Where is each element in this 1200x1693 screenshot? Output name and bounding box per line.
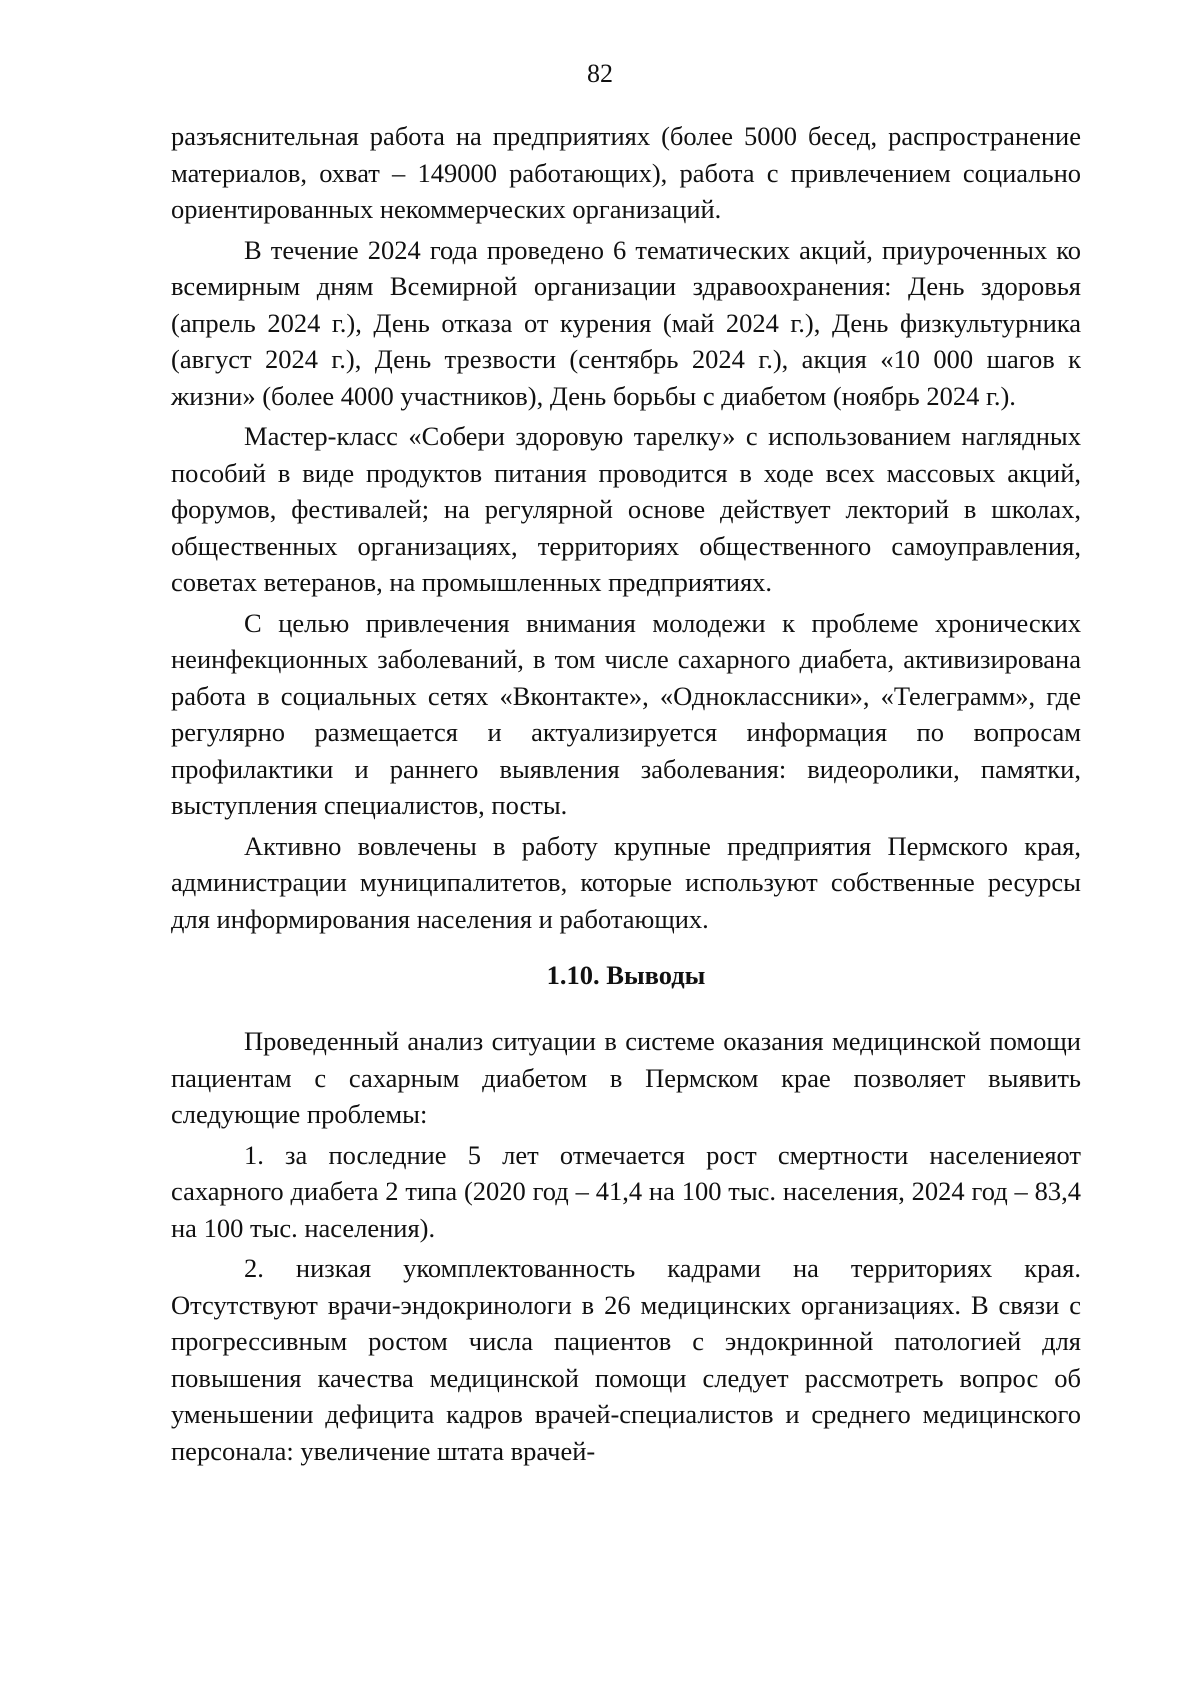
- paragraph-problem-2: 2. низкая укомплектованность кадрами на территориях края. Отсутствуют врачи-эндокринологи в 26 медицинских организациях. В связи с прогрессивным ростом числа пациентов с эндокринной патологией для повышения качества медицинской помощи следует рассмотреть вопрос об уменьшении дефицита кадров врачей-специалистов и среднего медицинского персонала: увеличение штата врачей-: [171, 1253, 1081, 1466]
- page-number: 82: [587, 59, 613, 88]
- paragraph-enterprises: Активно вовлечены в работу крупные предприятия Пермского края, администрации муниципалитетов, которые используют собственные ресурсы для информирования населения и работающих.: [171, 830, 1081, 934]
- paragraph-master-class: Мастер-класс «Собери здоровую тарелку» с использованием наглядных пособий в виде продуктов питания проводится в ходе всех массовых акций, форумов, фестивалей; на регулярной основе действует лекторий в школах, общественных организациях, территориях общественного самоуправления, советах ветеранов, на промышленных предприятиях.: [171, 421, 1081, 597]
- paragraph-social-networks: С целью привлечения внимания молодежи к проблеме хронических неинфекционных заболеваний, в том числе сахарного диабета, активизирована работа в социальных сетях «Вконтакте», «Одноклассники», «Телеграмм», где регулярно размещается и актуализируется информация по вопросам профилактики и раннего выявления заболевания: видеоролики, памятки, выступления специалистов, посты.: [171, 607, 1081, 820]
- paragraph-problem-1: 1. за последние 5 лет отмечается рост смертности населениеяот сахарного диабета 2 типа (2020 год – 41,4 на 100 тыс. населения, 2024 год – 83,4 на 100 тыс. населения).: [171, 1139, 1081, 1243]
- paragraph-analysis-intro: Проведенный анализ ситуации в системе оказания медицинской помощи пациентам с сахарным диабетом в Пермском крае позволяет выявить следующие проблемы:: [171, 1026, 1081, 1129]
- document-body: [171, 118, 1081, 1473]
- section-title: 1.10. Выводы: [546, 960, 706, 990]
- paragraph-thematic-actions: В течение 2024 года проведено 6 тематических акций, приуроченных ко всемирным дням Всемирной организации здравоохранения: День здоровья (апрель 2024 г.), День отказа от курения (май 2024 г.), День физкультурника (август 2024 г.), День трезвости (сентябрь 2024 г.), акция «10 000 шагов к жизни» (более 4000 участников), День борьбы с диабетом (ноябрь 2024 г.).: [171, 234, 1081, 411]
- paragraph-outreach-work: разъяснительная работа на предприятиях (более 5000 бесед, распространение материалов, охват – 149000 работающих), работа с привлечением социально ориентированных некоммерческих организаций.: [171, 121, 1081, 224]
